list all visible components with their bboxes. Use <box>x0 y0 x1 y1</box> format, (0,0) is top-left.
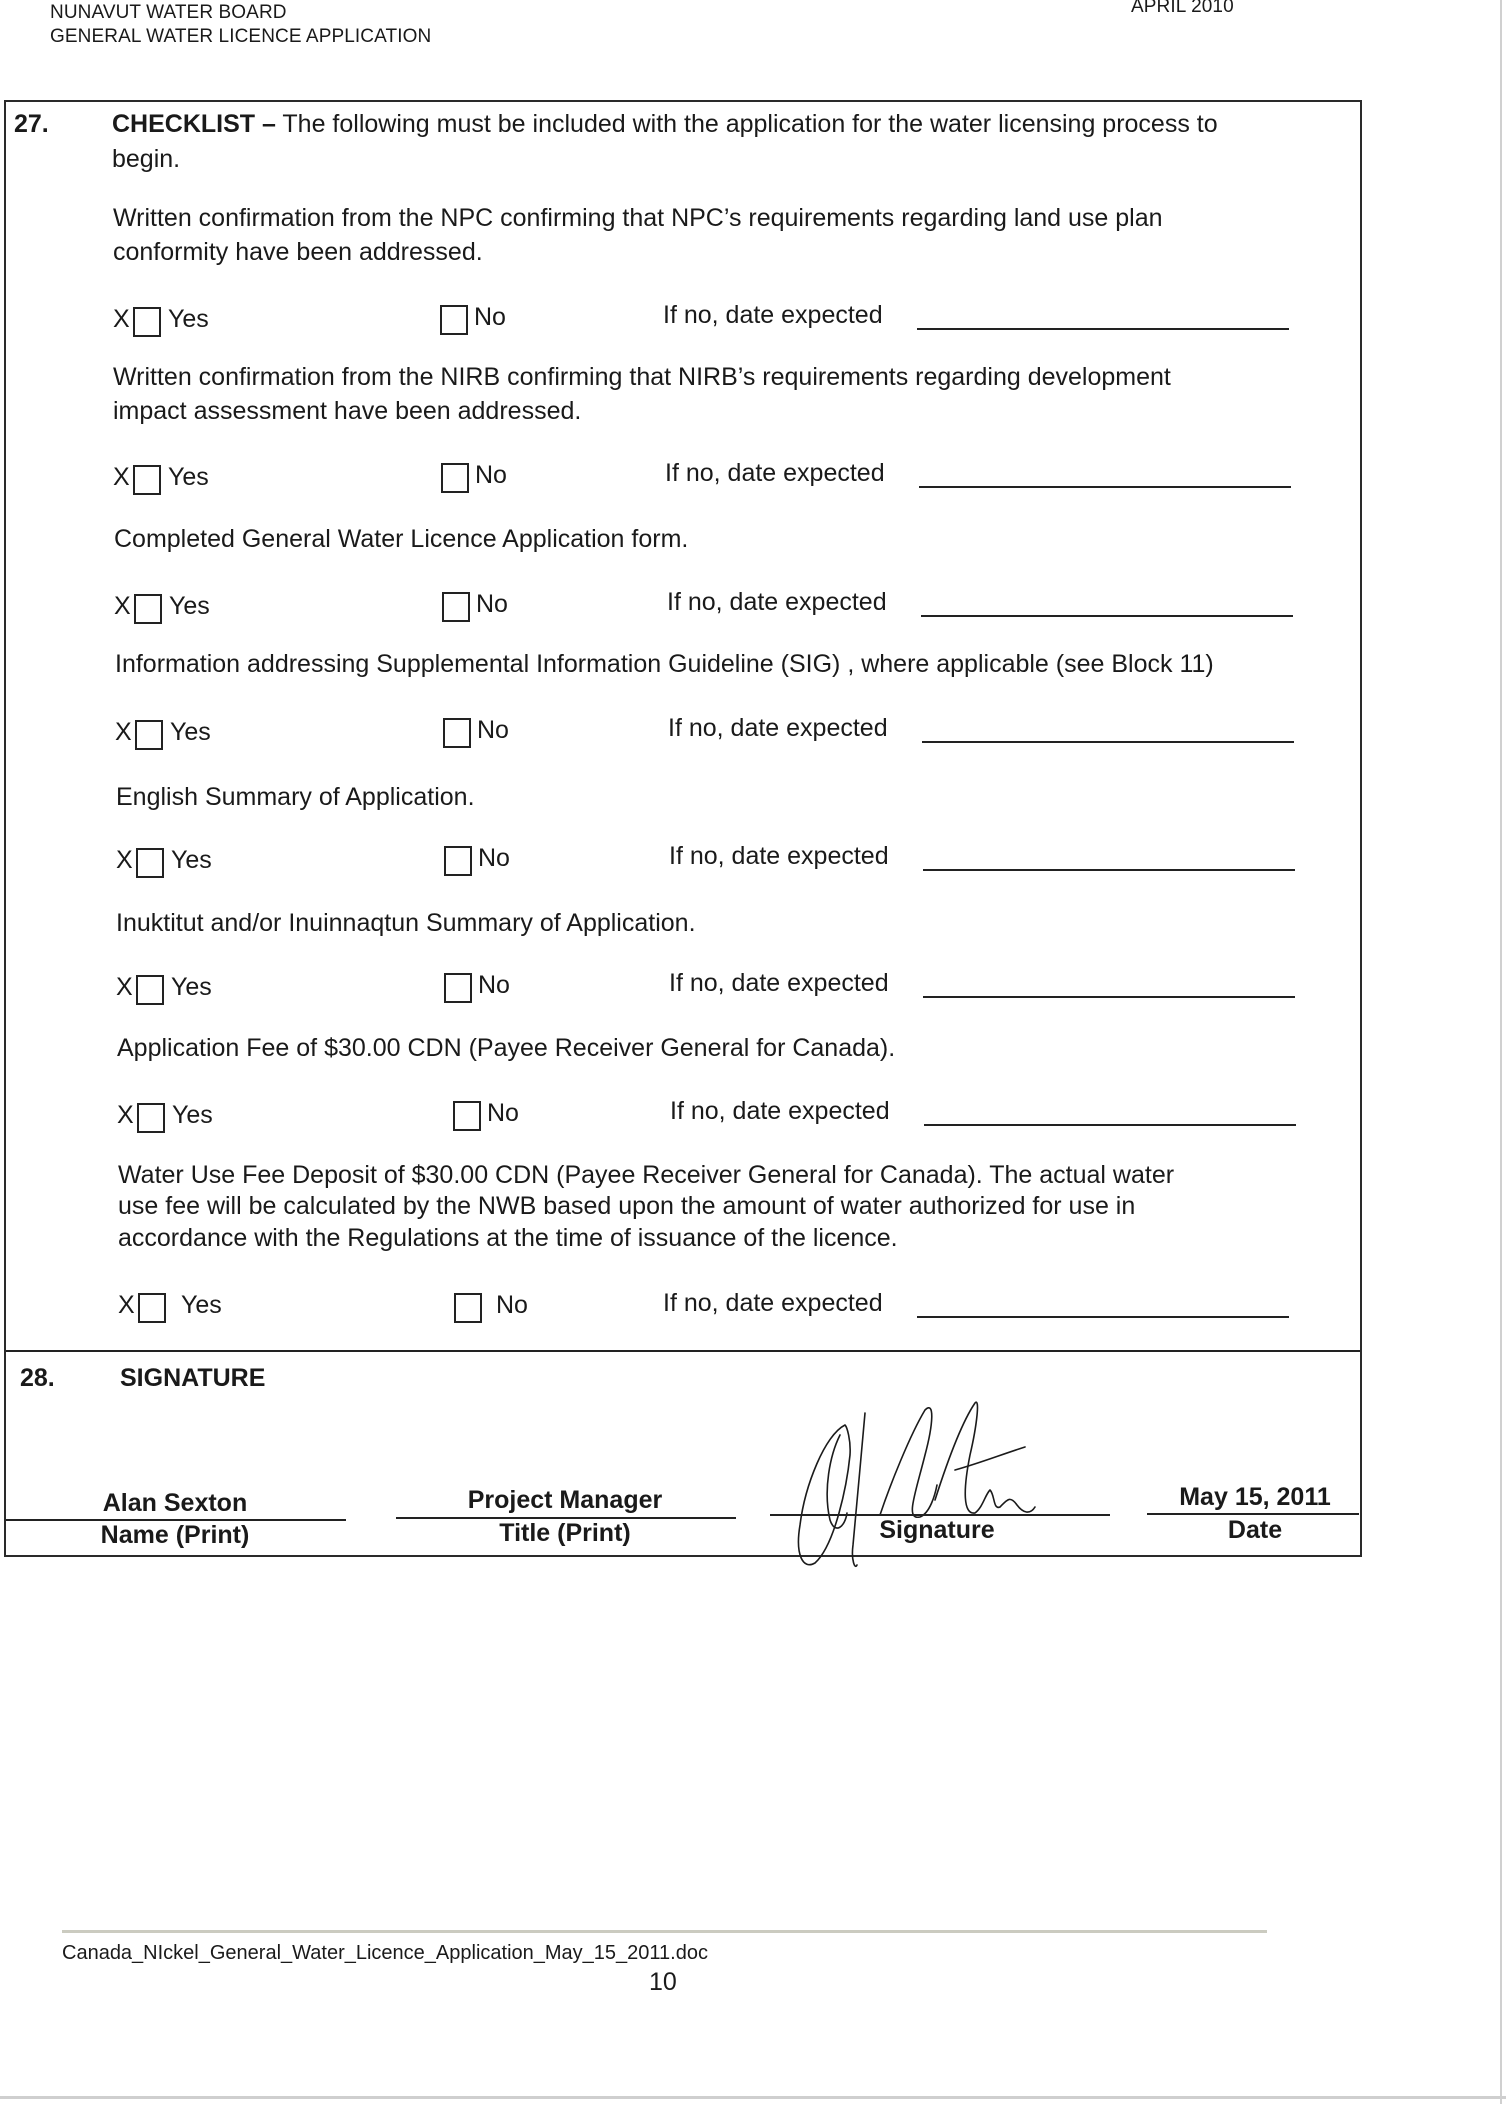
signature-label: Signature <box>879 1516 995 1544</box>
yes-mark: X <box>118 1291 135 1319</box>
checklist-item-2-text-cont: impact assessment have been addressed. <box>113 397 582 425</box>
date-expected-field[interactable] <box>924 1124 1296 1126</box>
yes-checkbox[interactable] <box>138 1293 166 1323</box>
yes-checkbox[interactable] <box>137 1103 165 1133</box>
yes-label: Yes <box>169 592 210 620</box>
no-label: No <box>475 461 507 489</box>
no-checkbox[interactable] <box>444 846 472 876</box>
yes-mark: X <box>117 1101 134 1129</box>
checklist-item-8-text-cont-2: accordance with the Regulations at the time of issuance of the licence. <box>118 1224 898 1252</box>
yes-checkbox[interactable] <box>133 465 161 495</box>
no-checkbox[interactable] <box>441 463 469 493</box>
checklist-item-8-answer-row <box>118 1289 1298 1321</box>
no-label: No <box>487 1099 519 1127</box>
title-label: Title (Print) <box>499 1519 631 1547</box>
yes-label: Yes <box>172 1101 213 1129</box>
checklist-item-3-text: Completed General Water Licence Application form. <box>114 525 689 553</box>
date-expected-label: If no, date expected <box>665 459 885 487</box>
yes-checkbox[interactable] <box>134 594 162 624</box>
date-expected-field[interactable] <box>921 615 1293 617</box>
page-bottom-shadow <box>0 2096 1506 2099</box>
no-label: No <box>478 844 510 872</box>
checklist-item-1-text: Written confirmation from the NPC confirming that NPC’s requirements regarding land use plan <box>113 204 1163 232</box>
checklist-item-3-answer-row <box>114 590 1294 622</box>
yes-label: Yes <box>171 846 212 874</box>
header-organization: NUNAVUT WATER BOARD <box>50 2 287 23</box>
yes-checkbox[interactable] <box>135 720 163 750</box>
no-label: No <box>478 971 510 999</box>
yes-mark: X <box>116 846 133 874</box>
date-expected-label: If no, date expected <box>668 714 888 742</box>
checklist-intro: The following must be included with the application for the water licensing process to <box>282 110 1218 138</box>
date-expected-field[interactable] <box>919 486 1291 488</box>
name-value: Alan Sexton <box>102 1489 248 1517</box>
no-checkbox[interactable] <box>443 718 471 748</box>
no-label: No <box>476 590 508 618</box>
date-expected-label: If no, date expected <box>663 1289 883 1317</box>
checklist-heading <box>112 108 1218 140</box>
handwritten-signature <box>785 1395 1115 1580</box>
checklist-item-6-answer-row <box>116 971 1296 1003</box>
yes-mark: X <box>113 463 130 491</box>
yes-label: Yes <box>181 1291 222 1319</box>
checklist-item-8-text: Water Use Fee Deposit of $30.00 CDN (Payee Receiver General for Canada). The actual water <box>118 1161 1175 1189</box>
date-expected-field[interactable] <box>917 328 1289 330</box>
checklist-item-5-answer-row <box>116 844 1296 876</box>
date-expected-label: If no, date expected <box>663 301 883 329</box>
header-revision-date: APRIL 2010 <box>1131 0 1234 17</box>
checklist-item-8-text-cont-1: use fee will be calculated by the NWB based upon the amount of water authorized for use in <box>118 1192 1136 1220</box>
yes-checkbox[interactable] <box>133 307 161 337</box>
yes-mark: X <box>114 592 131 620</box>
checklist-item-2-answer-row <box>113 461 1293 493</box>
yes-checkbox[interactable] <box>136 975 164 1005</box>
checklist-item-1-text-cont: conformity have been addressed. <box>113 238 483 266</box>
checklist-title: CHECKLIST – <box>112 110 276 138</box>
no-label: No <box>496 1291 528 1319</box>
checklist-item-7-text: Application Fee of $30.00 CDN (Payee Receiver General for Canada). <box>117 1034 896 1062</box>
signature-heading: SIGNATURE <box>120 1364 266 1392</box>
yes-label: Yes <box>171 973 212 1001</box>
checklist-item-6-text: Inuktitut and/or Inuinnaqtun Summary of Application. <box>116 909 696 937</box>
footer-rule <box>62 1930 1267 1933</box>
checklist-item-2-text: Written confirmation from the NIRB confirming that NIRB’s requirements regarding development <box>113 363 1171 391</box>
date-expected-label: If no, date expected <box>670 1097 890 1125</box>
date-line <box>1147 1513 1359 1515</box>
section-28-number: 28. <box>20 1364 55 1392</box>
header-form-title: GENERAL WATER LICENCE APPLICATION <box>50 26 432 47</box>
page-number: 10 <box>649 1968 677 1996</box>
no-label: No <box>477 716 509 744</box>
section-27-number: 27. <box>14 110 49 138</box>
date-value: May 15, 2011 <box>1179 1483 1331 1511</box>
yes-mark: X <box>113 305 130 333</box>
no-checkbox[interactable] <box>453 1101 481 1131</box>
date-expected-field[interactable] <box>923 996 1295 998</box>
date-expected-field[interactable] <box>923 869 1295 871</box>
no-checkbox[interactable] <box>442 592 470 622</box>
yes-label: Yes <box>170 718 211 746</box>
name-label: Name (Print) <box>100 1521 250 1549</box>
date-expected-label: If no, date expected <box>669 842 889 870</box>
checklist-item-5-text: English Summary of Application. <box>116 783 475 811</box>
yes-label: Yes <box>168 463 209 491</box>
checklist-item-1-answer-row <box>113 303 1293 335</box>
title-value: Project Manager <box>467 1486 663 1514</box>
yes-mark: X <box>115 718 132 746</box>
checklist-item-7-answer-row <box>117 1099 1297 1131</box>
yes-mark: X <box>116 973 133 1001</box>
no-checkbox[interactable] <box>444 973 472 1003</box>
no-checkbox[interactable] <box>440 305 468 335</box>
date-expected-label: If no, date expected <box>667 588 887 616</box>
section-divider <box>6 1350 1360 1352</box>
page-edge-shadow <box>1500 0 1502 2104</box>
date-expected-field[interactable] <box>922 741 1294 743</box>
no-checkbox[interactable] <box>454 1293 482 1323</box>
yes-label: Yes <box>168 305 209 333</box>
no-label: No <box>474 303 506 331</box>
date-label: Date <box>1227 1516 1283 1544</box>
checklist-item-4-answer-row <box>115 716 1295 748</box>
checklist-item-4-text: Information addressing Supplemental Information Guideline (SIG) , where applicable (see Block 11) <box>115 650 1214 678</box>
footer-filename: Canada_NIckel_General_Water_Licence_Application_May_15_2011.doc <box>62 1942 708 1964</box>
checklist-intro-cont: begin. <box>112 145 181 173</box>
yes-checkbox[interactable] <box>136 848 164 878</box>
date-expected-field[interactable] <box>917 1316 1289 1318</box>
date-expected-label: If no, date expected <box>669 969 889 997</box>
